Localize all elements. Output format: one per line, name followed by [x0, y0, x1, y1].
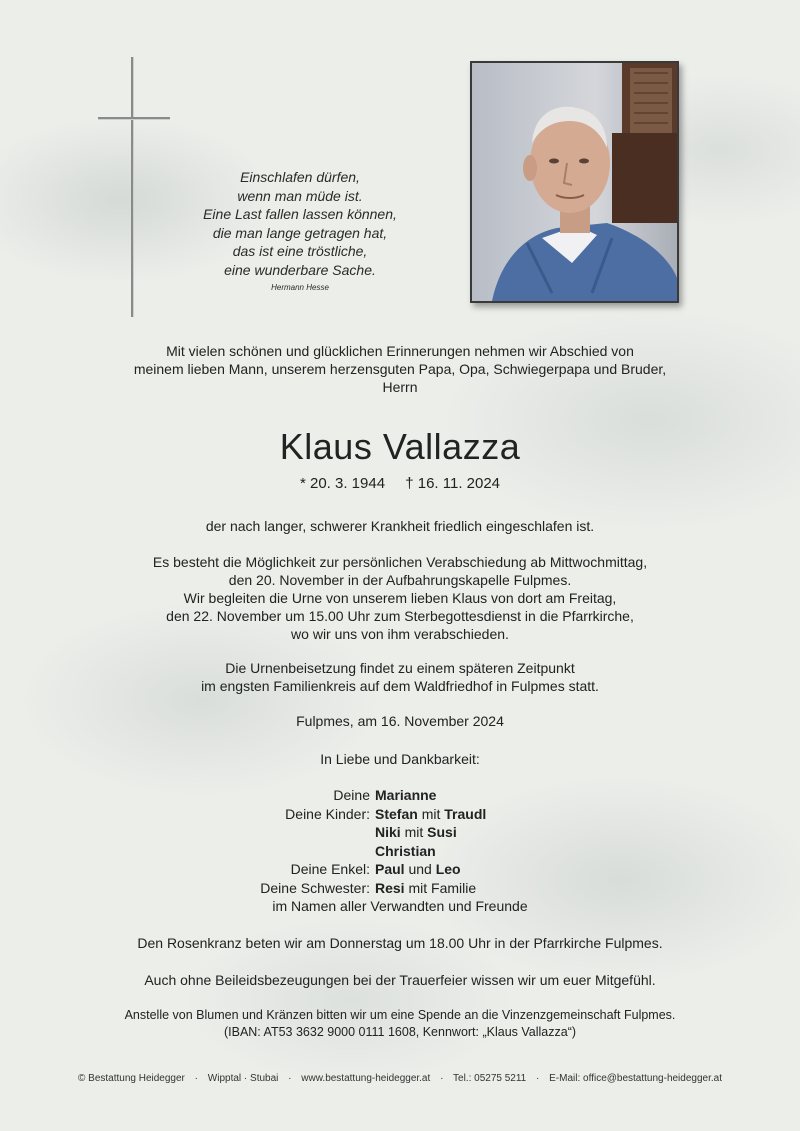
poem-line: Eine Last fallen lassen können,: [203, 206, 397, 222]
poem-line: das ist eine tröstliche,: [232, 243, 368, 259]
mourners-list: [0, 786, 800, 916]
farewell-line: wo wir uns von ihm verabschieden.: [291, 626, 509, 642]
mourner-name: Niki: [375, 824, 401, 840]
gratitude-line: In Liebe und Dankbarkeit:: [320, 751, 480, 767]
mourner-row: [0, 897, 800, 916]
deceased-name: Klaus Vallazza: [279, 426, 521, 467]
death-date: † 16. 11. 2024: [405, 475, 501, 492]
mourner-row: [0, 842, 800, 861]
mourner-name: Marianne: [375, 787, 437, 803]
donation-line: (IBAN: AT53 3632 9000 0111 1608, Kennwort: „Klaus Vallazza“): [223, 1025, 577, 1039]
poem-line: Einschlafen dürfen,: [240, 169, 360, 185]
poem-line: die man lange getragen hat,: [212, 224, 388, 241]
mourner-row: [0, 860, 800, 879]
portrait-illustration: [472, 63, 677, 301]
passing-text: der nach langer, schwerer Krankheit friedlich eingeschlafen ist.: [205, 518, 595, 534]
birth-date: * 20. 3. 1944: [299, 475, 386, 492]
footer-separator: ·: [288, 1073, 292, 1084]
mourner-family: mit Familie: [408, 879, 477, 896]
portrait-photo: [470, 61, 679, 303]
cross-vertical-bar: [131, 57, 133, 317]
poem-line: eine wunderbare Sache.: [224, 261, 376, 278]
intro-line: Mit vielen schönen und glücklichen Erinnerungen nehmen wir Abschied von: [166, 343, 634, 359]
donation-line: Anstelle von Blumen und Kränzen bitten wir um eine Spende an die Vinzenzgemeinschaft Fulpmes.: [124, 1008, 676, 1022]
footer-separator: ·: [194, 1073, 199, 1084]
farewell-line: den 22. November um 15.00 Uhr zum Sterbegottesdienst in die Pfarrkirche,: [166, 608, 634, 624]
poem-author: Hermann Hesse: [271, 283, 329, 292]
condolences-text: Auch ohne Beileidsbezeugungen bei der Trauerfeier wissen wir um euer Mitgefühl.: [144, 972, 656, 988]
mourner-label: Deine Kinder:: [285, 805, 370, 822]
mourner-row: [0, 879, 800, 898]
mourner-row: [0, 805, 800, 824]
footer-phone: Tel.: 05275 5211: [453, 1073, 527, 1084]
relatives-line: im Namen aller Verwandten und Freunde: [272, 898, 528, 914]
intro-line: Herrn: [382, 379, 418, 395]
mourner-name: Leo: [435, 861, 461, 877]
urn-burial-text: [0, 659, 800, 695]
footer-region: Wipptal · Stubai: [207, 1073, 279, 1084]
mourner-conjunction: mit: [404, 824, 424, 840]
mourner-name: Stefan: [375, 805, 418, 822]
intro-text: [0, 342, 800, 396]
footer-website-link[interactable]: www.bestattung-heidegger.at: [301, 1073, 431, 1084]
mourner-row: [0, 786, 800, 805]
mourner-name: Traudl: [444, 805, 487, 822]
mourner-label: Deine Enkel:: [290, 861, 370, 877]
mourner-row: [0, 823, 800, 842]
cross-horizontal-bar: [98, 117, 170, 119]
farewell-line: den 20. November in der Aufbahrungskapelle Fulpmes.: [228, 572, 572, 588]
footer-separator: ·: [536, 1073, 540, 1084]
mourner-name: Paul: [375, 861, 405, 877]
mourner-conjunction: und: [408, 861, 432, 877]
mourner-name: Christian: [375, 842, 436, 859]
poem-line: wenn man müde ist.: [237, 187, 363, 204]
cross-icon: [98, 57, 170, 317]
farewell-line: Es besteht die Möglichkeit zur persönlichen Verabschiedung ab Mittwochmittag,: [152, 554, 648, 570]
mourner-conjunction: mit: [421, 805, 441, 822]
donation-text: [0, 1007, 800, 1041]
urn-line: Die Urnenbeisetzung findet zu einem späteren Zeitpunkt: [225, 660, 575, 676]
mourner-label: Deine: [333, 787, 370, 803]
farewell-line: Wir begleiten die Urne von unserem lieben Klaus von dort am Freitag,: [183, 590, 617, 606]
mourner-name: Susi: [427, 824, 457, 840]
mourner-label: Deine Schwester:: [260, 879, 370, 896]
intro-line: meinem lieben Mann, unserem herzensguten Papa, Opa, Schwiegerpapa und Bruder,: [133, 361, 667, 377]
footer-separator: ·: [440, 1073, 444, 1084]
rosary-text: Den Rosenkranz beten wir am Donnerstag um 18.00 Uhr in der Pfarrkirche Fulpmes.: [137, 935, 663, 951]
place-date: Fulpmes, am 16. November 2024: [296, 713, 504, 729]
mourner-name: Resi: [375, 879, 405, 896]
poem: [180, 168, 420, 293]
footer-company: © Bestattung Heidegger: [78, 1073, 185, 1084]
life-dates: [0, 475, 800, 492]
farewell-text: [0, 553, 800, 643]
footer: [0, 1073, 800, 1084]
footer-email-link[interactable]: E-Mail: office@bestattung-heidegger.at: [549, 1073, 722, 1084]
urn-line: im engsten Familienkreis auf dem Waldfriedhof in Fulpmes statt.: [201, 678, 599, 694]
